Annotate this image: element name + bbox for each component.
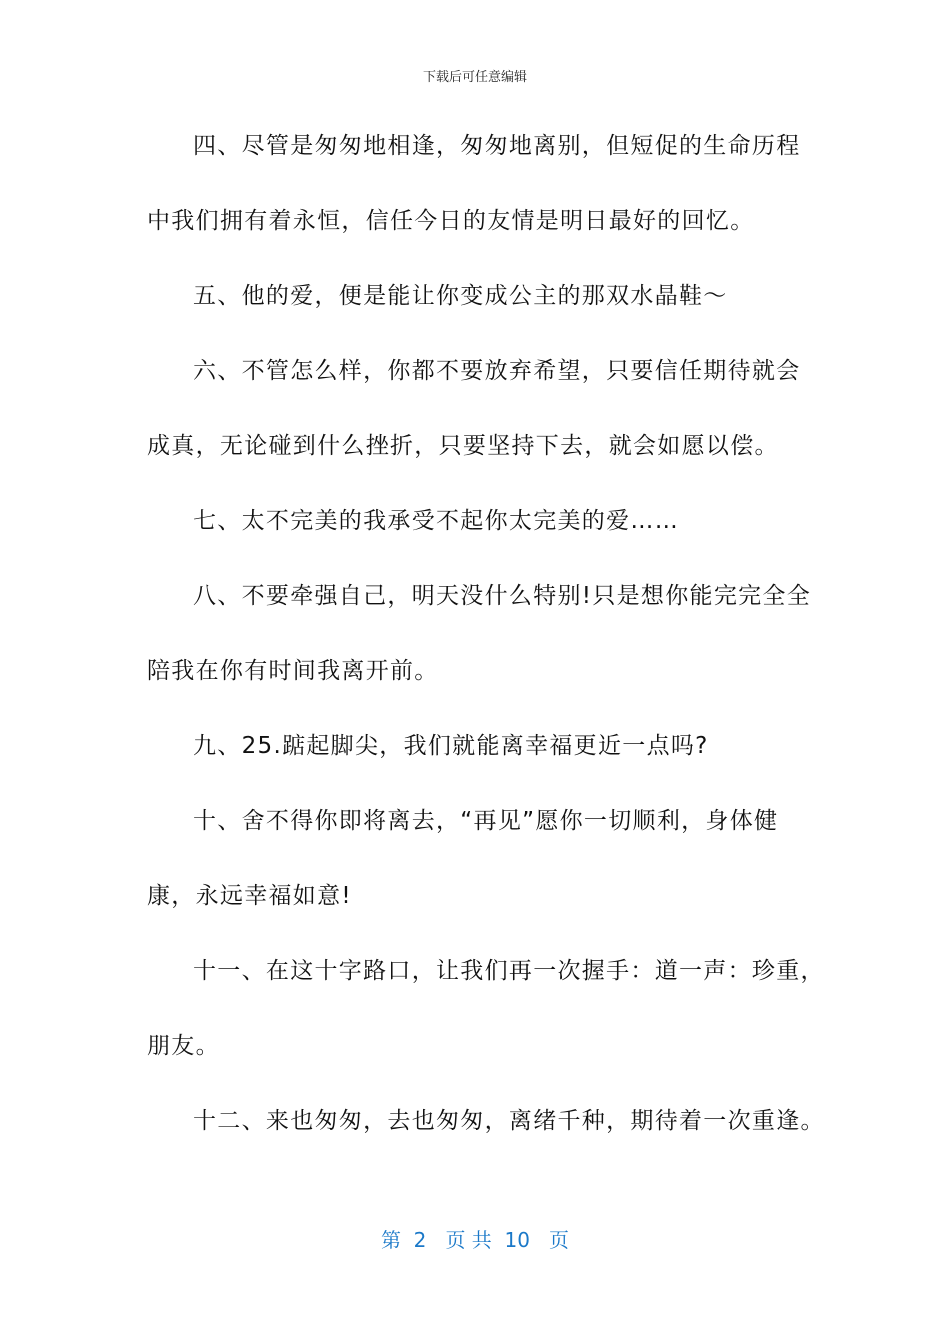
paragraph-line: 六、不管怎么样，你都不要放弃希望，只要信任期待就会 [193,358,801,384]
paragraph-line: 十二、来也匆匆，去也匆匆，离绪千种，期待着一次重逢。 [193,1108,825,1134]
page-number: 第 2 页 共 10 页 [380,1228,570,1252]
paragraph-line: 成真，无论碰到什么挫折，只要坚持下去，就会如愿以偿。 [147,433,779,459]
paragraph-line: 五、他的爱，便是能让你变成公主的那双水晶鞋～ [193,283,728,309]
paragraph-line: 十、舍不得你即将离去，“再见”愿你一切顺利，身体健 [193,808,779,834]
paragraph-line: 七、太不完美的我承受不起你太完美的爱…… [193,508,679,534]
page-header: 下载后可任意编辑 [422,70,527,85]
paragraph-line: 朋友。 [147,1033,220,1059]
paragraph-line: 陪我在你有时间我离开前。 [147,658,439,684]
paragraph-line: 九、25.踮起脚尖，我们就能离幸福更近一点吗? [193,733,709,759]
paragraph-line: 十一、在这十字路口，让我们再一次握手：道一声：珍重， [193,958,825,984]
paragraph-line: 八、不要牵强自己，明天没什么特别!只是想你能完完全全 [193,583,812,609]
paragraph-line: 康，永远幸福如意! [147,883,352,909]
paragraph-line: 四、尽管是匆匆地相逢，匆匆地离别，但短促的生命历程 [193,133,801,159]
document-body [147,122,825,1172]
paragraph-line: 中我们拥有着永恒，信任今日的友情是明日最好的回忆。 [147,208,755,234]
